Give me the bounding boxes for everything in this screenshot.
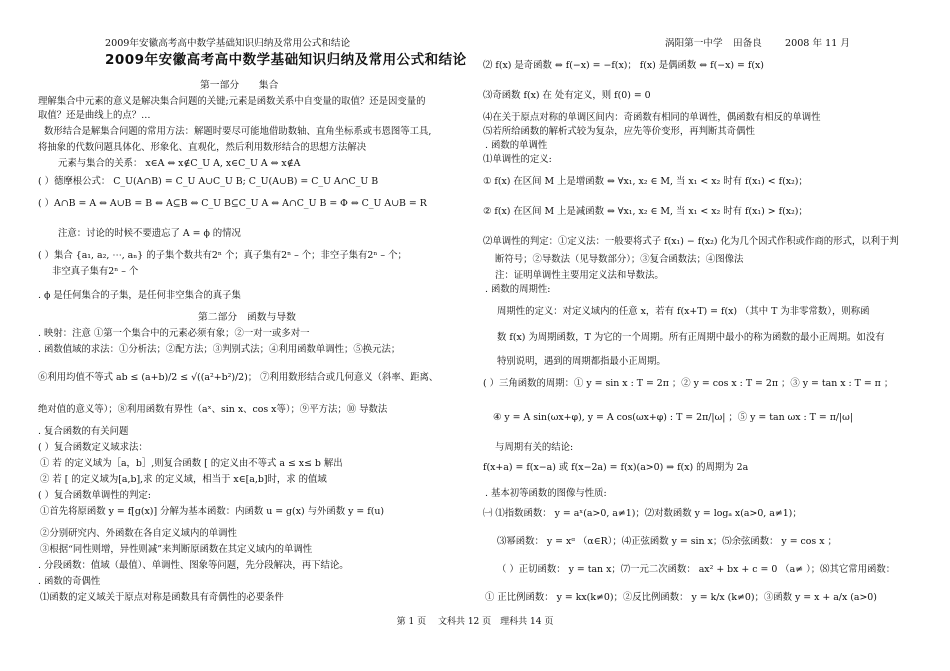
- formula-line: f(x+a) = f(x−a) 或 f(x−2a) = f(x)(a>0) ⇒ f(x) 的周期为 2a: [483, 462, 749, 473]
- text-line: 非空真子集有2ⁿ – 个: [52, 266, 139, 277]
- text-line: ( ）复合函数定义域求法：: [38, 442, 148, 453]
- text-line: 取值？还是曲线上的点？…: [38, 110, 151, 121]
- text-line: . 函数值域的求法：①分析法；②配方法；③判别式法；④利用函数单调性；⑤换元法；: [38, 344, 401, 355]
- formula-line: ① 正比例函数： y = kx(k≠0)；②反比例函数： y = k/x (k≠0)；③函数 y = x + a/x (a>0): [485, 592, 877, 603]
- author-name: 田备良: [733, 38, 762, 49]
- formula-line: ⑥利用均值不等式 ab ≤ (a+b)/2 ≤ √((a²+b²)/2)； ⑦利用数形结合或几何意义（斜率、距离、: [38, 372, 439, 383]
- text-line: . 函数的单调性: [485, 140, 548, 151]
- text-line: 注：证明单调性主要用定义法和导数法。: [495, 270, 664, 281]
- text-line: . 分段函数：值域（最值）、单调性、图象等问题，先分段解决，再下结论。: [38, 560, 349, 571]
- text-line: 断符号；②导数法（见导数部分）；③复合函数法；④图像法: [495, 254, 744, 265]
- formula-line: （ ）正切函数： y = tan x；⑺一元二次函数： ax² + bx + c = 0 （a≠ ）；⑻其它常用函数：: [497, 564, 896, 575]
- text-line: . 复合函数的有关问题: [38, 426, 129, 437]
- formula-line: ( ）三角函数的周期：① y = sin x : T = 2π ；② y = cos x : T = 2π ；③ y = tan x : T = π ；: [483, 378, 894, 389]
- document-title: 2009年安徽高考高中数学基础知识归纳及常用公式和结论: [105, 38, 351, 49]
- text-line: 注意：讨论的时候不要遗忘了 A = ϕ 的情况: [58, 228, 241, 239]
- text-line: 绝对值的意义等）；⑧利用函数有界性（aˣ、sin x、cos x等）；⑨平方法；⑩ 导数法: [38, 404, 388, 415]
- text-line: . ϕ 是任何集合的子集，是任何非空集合的真子集: [38, 290, 241, 301]
- text-line: ②分别研究内、外函数在各自定义域内的单调性: [40, 528, 237, 539]
- text-line: ⑷在关于原点对称的单调区间内：奇函数有相同的单调性，偶函数有相反的单调性: [483, 112, 821, 123]
- formula-line: ⑶幂函数： y = xᵅ （α∈R）；⑷正弦函数 y = sin x；⑸余弦函数： y = cos x ；: [497, 536, 837, 547]
- formula-line: ④ y = A sin(ωx+φ), y = A cos(ωx+φ) : T = 2π/|ω| ；⑤ y = tan ωx : T = π/|ω|: [493, 412, 853, 423]
- right-column: [475, 0, 950, 620]
- text-line: . 函数的周期性:: [485, 284, 551, 295]
- page-footer: 第 1 页 文科共 12 页 理科共 14 页: [396, 617, 554, 627]
- formula-line: ①首先将原函数 y = f[g(x)] 分解为基本函数：内函数 u = g(x) 与外函数 y = f(u): [40, 506, 385, 517]
- formula-line: ㈠ ⑴指数函数： y = aˣ(a>0, a≠1)；⑵对数函数 y = logₐ x(a>0, a≠1)；: [483, 508, 802, 519]
- text-line: . 函数的奇偶性: [38, 576, 101, 587]
- school-name: 涡阳第一中学: [665, 38, 723, 49]
- text-line: 数 f(x) 为周期函数，T 为它的一个周期。所有正周期中最小的称为函数的最小正周期。如没有: [497, 332, 885, 343]
- text-line: . 映射：注意 ①第一个集合中的元素必须有象；②一对一或多对一: [38, 328, 310, 339]
- section-heading-functions: 第二部分 函数与导数: [198, 312, 296, 323]
- text-line: ⑸若所给函数的解析式较为复杂，应先等价变形，再判断其奇偶性: [483, 126, 755, 137]
- formula-line: ⑵ f(x) 是奇函数 ⇔ f(−x) = −f(x)； f(x) 是偶函数 ⇔ f(−x) = f(x): [483, 60, 764, 71]
- document-title-bold: 2009年安徽高考高中数学基础知识归纳及常用公式和结论: [105, 52, 467, 68]
- left-column: [0, 0, 475, 620]
- text-line: 理解集合中元素的意义是解决集合问题的关键;元素是函数关系中自变量的取值？还是因变量的: [38, 96, 426, 107]
- formula-line: 元素与集合的关系： x∈A ⇔ x∉C_U A, x∈C_U A ⇔ x∉A: [58, 158, 301, 169]
- formula-line: ( ）德摩根公式： C_U(A∩B) = C_U A∪C_U B; C_U(A∪B) = C_U A∩C_U B: [38, 176, 379, 187]
- text-line: ③根据“同性则增，异性则减”来判断原函数在其定义域内的单调性: [40, 544, 313, 555]
- header-date: 2008 年 11 月: [785, 38, 850, 49]
- text-line: 与周期有关的结论:: [495, 442, 574, 453]
- text-line: 周期性的定义：对定义域内的任意 x，若有 f(x+T) = f(x) （其中 T 为非零常数），则称函: [497, 306, 870, 317]
- formula-line: ① f(x) 在区间 M 上是增函数 ⇔ ∀x₁, x₂ ∈ M, 当 x₁ < x₂ 时有 f(x₁) < f(x₂)；: [483, 176, 808, 187]
- text-line: ⑵单调性的判定：①定义法：一般要将式子 f(x₁) − f(x₂) 化为几个因式作积或作商的形式，以利于判: [483, 236, 899, 247]
- text-line: ② 若 [ 的定义域为[a,b],求 的定义域，相当于 x∈[a,b]时，求 的值域: [40, 474, 327, 485]
- text-line: . 基本初等函数的图像与性质:: [485, 488, 607, 499]
- text-line: 将抽象的代数问题具体化、形象化、直观化，然后利用数形结合的思想方法解决: [38, 142, 367, 153]
- formula-line: ( ）A∩B = A ⇔ A∪B = B ⇔ A⊆B ⇔ C_U B⊆C_U A ⇔ A∩C_U B = Φ ⇔ C_U A∪B = R: [38, 198, 427, 209]
- formula-line: ⑶奇函数 f(x) 在 处有定义，则 f(0) = 0: [483, 90, 651, 101]
- formula-line: ② f(x) 在区间 M 上是减函数 ⇔ ∀x₁, x₂ ∈ M, 当 x₁ < x₂ 时有 f(x₁) > f(x₂)；: [483, 206, 808, 217]
- text-line: ⑴函数的定义域关于原点对称是函数具有奇偶性的必要条件: [40, 592, 284, 603]
- text-line: 特别说明，遇到的周期都指最小正周期。: [497, 356, 666, 367]
- text-line: 数形结合是解集合问题的常用方法：解题时要尽可能地借助数轴、直角坐标系或韦恩图等工具,: [44, 126, 432, 137]
- section-heading-sets: 第一部分 集合: [200, 80, 279, 91]
- text-line: ( ）复合函数单调性的判定:: [38, 490, 151, 501]
- text-line: ( ）集合 {a₁, a₂, ⋯, aₙ} 的子集个数共有2ⁿ 个；真子集有2ⁿ – 个；非空子集有2ⁿ – 个；: [38, 250, 407, 261]
- text-line: ① 若 的定义域为［a，b］,则复合函数 [ 的定义由不等式 a ≤ x≤ b 解出: [40, 458, 343, 469]
- text-line: ⑴单调性的定义:: [483, 154, 552, 165]
